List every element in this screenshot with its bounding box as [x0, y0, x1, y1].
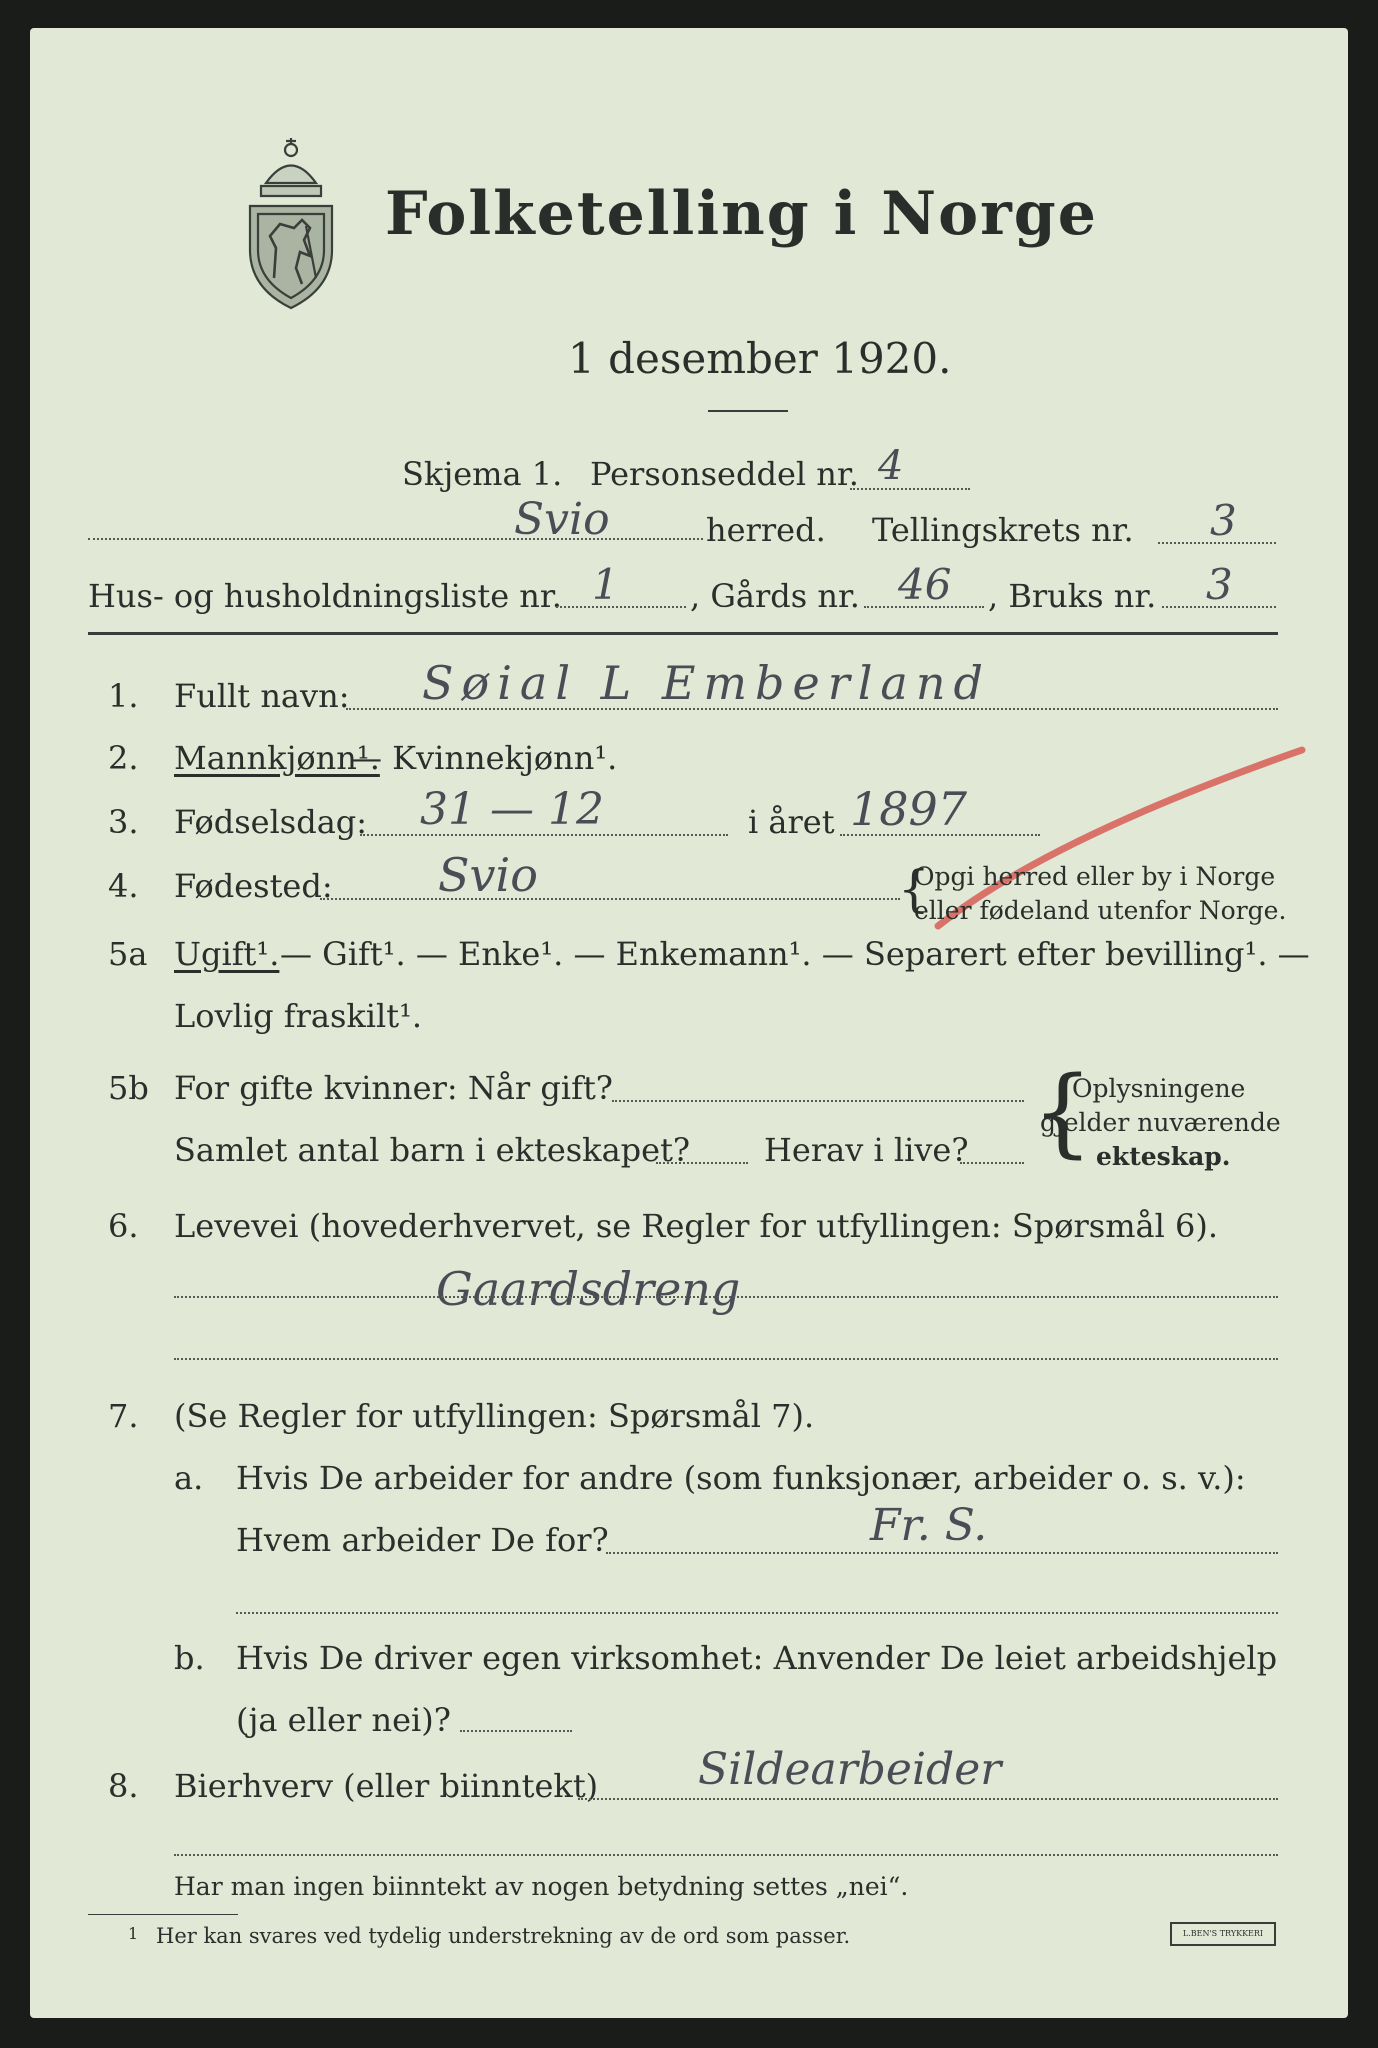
footnote-mark: 1: [128, 1924, 139, 1943]
hus-value: 1: [592, 560, 619, 609]
q5a-fraskilt-option[interactable]: Lovlig fraskilt¹.: [174, 997, 423, 1035]
tellingskrets-label: Tellingskrets nr.: [872, 511, 1134, 549]
fodested-value: Svio: [438, 848, 538, 902]
q7-label: (Se Regler for utfyllingen: Spørsmål 7).: [174, 1397, 815, 1435]
q5a-ugift-option[interactable]: Ugift¹.: [174, 935, 280, 973]
antal-barn-field[interactable]: [656, 1162, 748, 1164]
q1-label: Fullt navn:: [174, 677, 350, 715]
bierhverv-field-2[interactable]: [174, 1854, 1278, 1856]
footnote-text: Her kan svares ved tydelig understrekning av de ord som passer.: [156, 1924, 851, 1948]
herred-label: herred.: [706, 511, 826, 549]
q1-number: 1.: [108, 677, 139, 715]
q7-number: 7.: [108, 1397, 139, 1435]
personseddel-label: Personseddel nr.: [590, 455, 859, 493]
q6-number: 6.: [108, 1207, 139, 1245]
leiet-arbeidshjelp-field[interactable]: [460, 1730, 572, 1732]
bruks-value: 3: [1206, 560, 1233, 609]
q2-male-option[interactable]: Mannkjønn¹.: [174, 739, 380, 777]
bruks-label: , Bruks nr.: [988, 577, 1157, 615]
q3-year-label: i året: [748, 803, 835, 841]
q8-number: 8.: [108, 1767, 139, 1805]
q5a-number: 5a: [108, 935, 148, 973]
levevei-field-2[interactable]: [174, 1358, 1278, 1360]
q7b-letter: b.: [174, 1639, 205, 1677]
q3-number: 3.: [108, 803, 139, 841]
q4-label: Fødested:: [174, 867, 333, 905]
q4-number: 4.: [108, 867, 139, 905]
levevei-value: Gaardsdreng: [436, 1262, 741, 1316]
q5b-bracket: {: [1032, 1056, 1094, 1168]
herred-value: Svio: [514, 494, 610, 545]
q5b-note2: gjelder nuværende: [1040, 1108, 1281, 1137]
q5b-note1: Oplysningene: [1072, 1074, 1246, 1103]
q5b-line1-label: For gifte kvinner: Når gift?: [174, 1069, 613, 1107]
q7a-letter: a.: [174, 1459, 204, 1497]
gards-label: , Gårds nr.: [690, 577, 860, 615]
q5a-other-options[interactable]: — Gift¹. — Enke¹. — Enkemann¹. — Separert efter bevilling¹. —: [280, 935, 1310, 973]
q8-label: Bierhverv (eller biinntekt): [174, 1767, 599, 1805]
herred-field[interactable]: [88, 538, 703, 540]
header-divider: [88, 632, 1278, 635]
q6-label: Levevei (hovederhvervet, se Regler for utfyllingen: Spørsmål 6).: [174, 1207, 1219, 1245]
q4-bracket: {: [898, 860, 930, 918]
birth-year-value: 1897: [850, 782, 968, 836]
gards-value: 46: [898, 560, 952, 609]
hus-field[interactable]: [556, 606, 686, 608]
title-divider: [708, 410, 788, 412]
q5b-number: 5b: [108, 1069, 149, 1107]
biinntekt-note: Har man ingen biinntekt av nogen betydning settes „nei“.: [174, 1872, 909, 1901]
tellingskrets-value: 3: [1210, 496, 1237, 545]
q5b-line2a-label: Samlet antal barn i ekteskapet?: [174, 1131, 691, 1169]
form-date: 1 desember 1920.: [568, 334, 952, 383]
q2-female-option[interactable]: — Kvinnekjønn¹.: [350, 739, 618, 777]
q7a-text: Hvis De arbeider for andre (som funksjonær, arbeider o. s. v.):: [236, 1459, 1246, 1497]
herav-i-live-field[interactable]: [960, 1162, 1024, 1164]
fullt-navn-value: Søial L Emberland: [422, 656, 991, 710]
bierhverv-value: Sildearbeider: [698, 1744, 1002, 1795]
bierhverv-field[interactable]: [578, 1798, 1278, 1800]
census-form-sheet: [30, 28, 1348, 2018]
q5b-line2b-label: Herav i live?: [764, 1131, 969, 1169]
personseddel-field[interactable]: [850, 488, 970, 490]
q4-note-line1: Opgi herred eller by i Norge: [914, 862, 1276, 891]
q3-label: Fødselsdag:: [174, 803, 368, 841]
fodested-field[interactable]: [320, 898, 900, 900]
q2-number: 2.: [108, 739, 139, 777]
q5b-note3: ekteskap.: [1096, 1142, 1231, 1171]
arbeidsgiver-value: Fr. S.: [870, 1500, 988, 1551]
coat-of-arms-icon: [236, 128, 346, 313]
nar-gift-field[interactable]: [612, 1100, 1024, 1102]
q7a-question: Hvem arbeider De for?: [236, 1521, 609, 1559]
arbeidsgiver-field[interactable]: [606, 1552, 1278, 1554]
arbeidsgiver-field-2[interactable]: [236, 1612, 1278, 1614]
schema-label: Skjema 1.: [402, 455, 563, 493]
hus-label: Hus- og husholdningsliste nr.: [88, 577, 562, 615]
q7b-question: (ja eller nei)?: [236, 1701, 451, 1739]
footnote-divider: [88, 1914, 238, 1915]
q4-note-line2: eller fødeland utenfor Norge.: [914, 896, 1287, 925]
form-title: Folketelling i Norge: [385, 179, 1098, 249]
printer-stamp: L.BEN'S TRYKKERI: [1170, 1922, 1276, 1946]
levevei-field-1[interactable]: [174, 1296, 1278, 1298]
personseddel-value: 4: [878, 443, 904, 489]
fodselsdag-value: 31 — 12: [420, 784, 604, 835]
q7b-text: Hvis De driver egen virksomhet: Anvender De leiet arbeidshjelp: [236, 1639, 1278, 1677]
